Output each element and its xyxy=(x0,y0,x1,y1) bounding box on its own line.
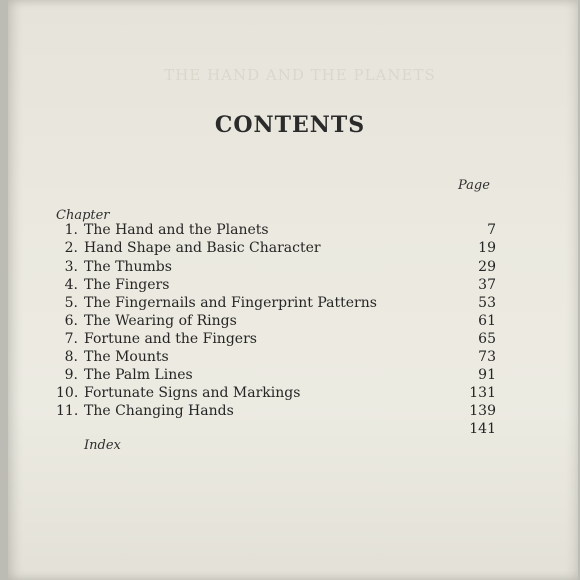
chapter-page: 91 xyxy=(478,367,496,383)
chapter-page: 29 xyxy=(478,259,496,275)
chapter-page: 139 xyxy=(469,403,496,419)
toc-row xyxy=(56,259,496,278)
chapter-page: 73 xyxy=(478,349,496,365)
show-through-running-head: THE HAND AND THE PLANETS xyxy=(164,66,436,84)
index-label: Index xyxy=(84,438,121,453)
chapter-title: The Fingers xyxy=(84,277,170,293)
chapter-title: The Palm Lines xyxy=(84,367,193,383)
chapter-page: 61 xyxy=(478,313,496,329)
chapter-number: 5. xyxy=(64,295,78,311)
toc-row xyxy=(56,349,496,368)
chapter-page: 131 xyxy=(469,385,496,401)
page-column-label: Page xyxy=(458,178,490,193)
chapter-title: The Wearing of Rings xyxy=(84,313,237,329)
toc-row xyxy=(56,367,496,386)
chapter-number: 3. xyxy=(64,259,78,275)
toc-row xyxy=(56,295,496,314)
chapter-page: 7 xyxy=(487,222,496,238)
chapter-number: 4. xyxy=(64,277,78,293)
chapter-number: 7. xyxy=(64,331,78,347)
toc-row xyxy=(56,331,496,350)
chapter-page: 19 xyxy=(478,240,496,256)
toc-row xyxy=(56,403,496,422)
chapter-title: The Hand and the Planets xyxy=(84,222,269,238)
chapter-number: 10. xyxy=(56,385,79,401)
chapter-number: 8. xyxy=(64,349,78,365)
chapter-number: 1. xyxy=(64,222,78,238)
chapter-title: The Changing Hands xyxy=(84,403,234,419)
toc-row xyxy=(56,277,496,296)
toc-row xyxy=(56,313,496,332)
chapter-number: 9. xyxy=(64,367,78,383)
chapter-title: Hand Shape and Basic Character xyxy=(84,240,321,256)
index-page: 141 xyxy=(469,421,496,437)
chapter-number: 6. xyxy=(64,313,78,329)
toc-row xyxy=(56,385,496,404)
chapter-page: 65 xyxy=(478,331,496,347)
chapter-title: Fortune and the Fingers xyxy=(84,331,257,347)
page-title: CONTENTS xyxy=(214,112,366,138)
chapter-title: Fortunate Signs and Markings xyxy=(84,385,301,401)
chapter-title: The Thumbs xyxy=(84,259,172,275)
chapter-title: The Fingernails and Fingerprint Patterns xyxy=(84,295,377,311)
toc-row xyxy=(56,222,496,241)
chapter-number: 2. xyxy=(64,240,78,256)
chapter-title: The Mounts xyxy=(84,349,169,365)
toc-row xyxy=(56,240,496,259)
toc-row-index xyxy=(56,421,496,440)
chapter-page: 37 xyxy=(478,277,496,293)
chapter-page: 53 xyxy=(478,295,496,311)
chapter-column-label: Chapter xyxy=(56,208,110,223)
chapter-number: 11. xyxy=(56,403,79,419)
